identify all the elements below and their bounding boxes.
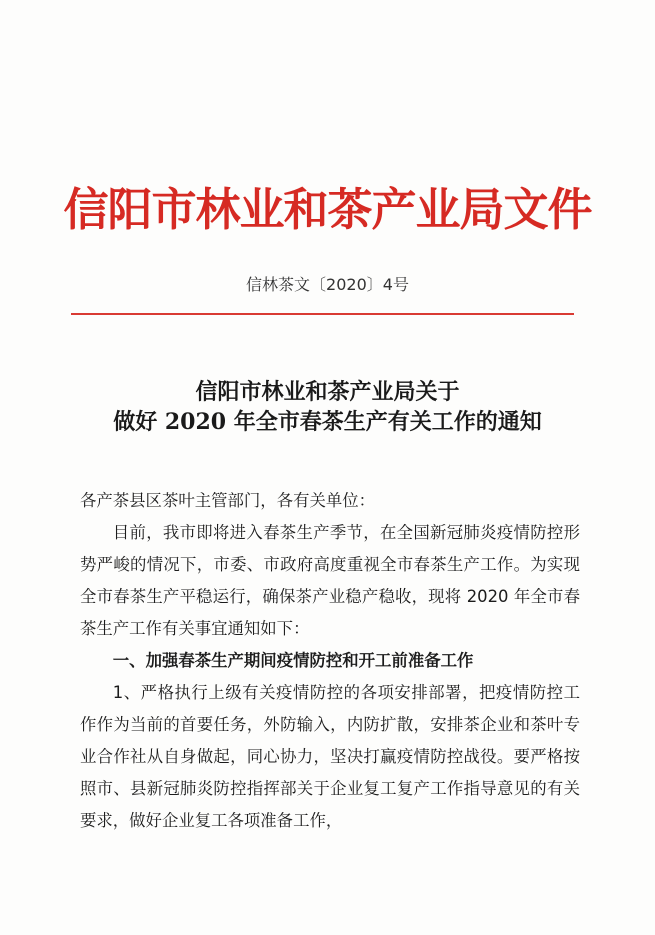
salutation: 各产茶县区茶叶主管部门，各有关单位： (80, 491, 376, 510)
title-line-2: 做好 2020 年全市春茶生产有关工作的通知 (113, 409, 542, 435)
intro-paragraph: 目前，我市即将进入春茶生产季节，在全国新冠肺炎疫情防控形势严峻的情况下，市委、市政府高度重视全市春茶生产工作。为实现全市春茶生产平稳运行，确保茶产业稳产稳收，现将 2020 年全市春茶生产工作有关事宜通知如下： (80, 523, 580, 638)
document-title (0, 377, 655, 437)
item-1-paragraph: 1、严格执行上级有关疫情防控的各项安排部署，把疫情防控工作作为当前的首要任务，外防输入，内防扩散，安排茶企业和茶叶专业合作社从自身做起，同心协力，坚决打赢疫情防控战役。要严格按照市、县新冠肺炎防控指挥部关于企业复工复产工作指导意见的有关要求，做好企业复工各项准备工作， (80, 683, 580, 830)
document-body (80, 485, 580, 837)
red-divider-line (71, 313, 574, 315)
title-line-1: 信阳市林业和茶产业局关于 (195, 379, 460, 405)
document-number: 信林茶文〔2020〕4号 (246, 275, 409, 294)
organization-header: 信阳市林业和茶产业局文件 (63, 183, 592, 236)
section-1-heading: 一、加强春茶生产期间疫情防控和开工前准备工作 (112, 651, 474, 670)
